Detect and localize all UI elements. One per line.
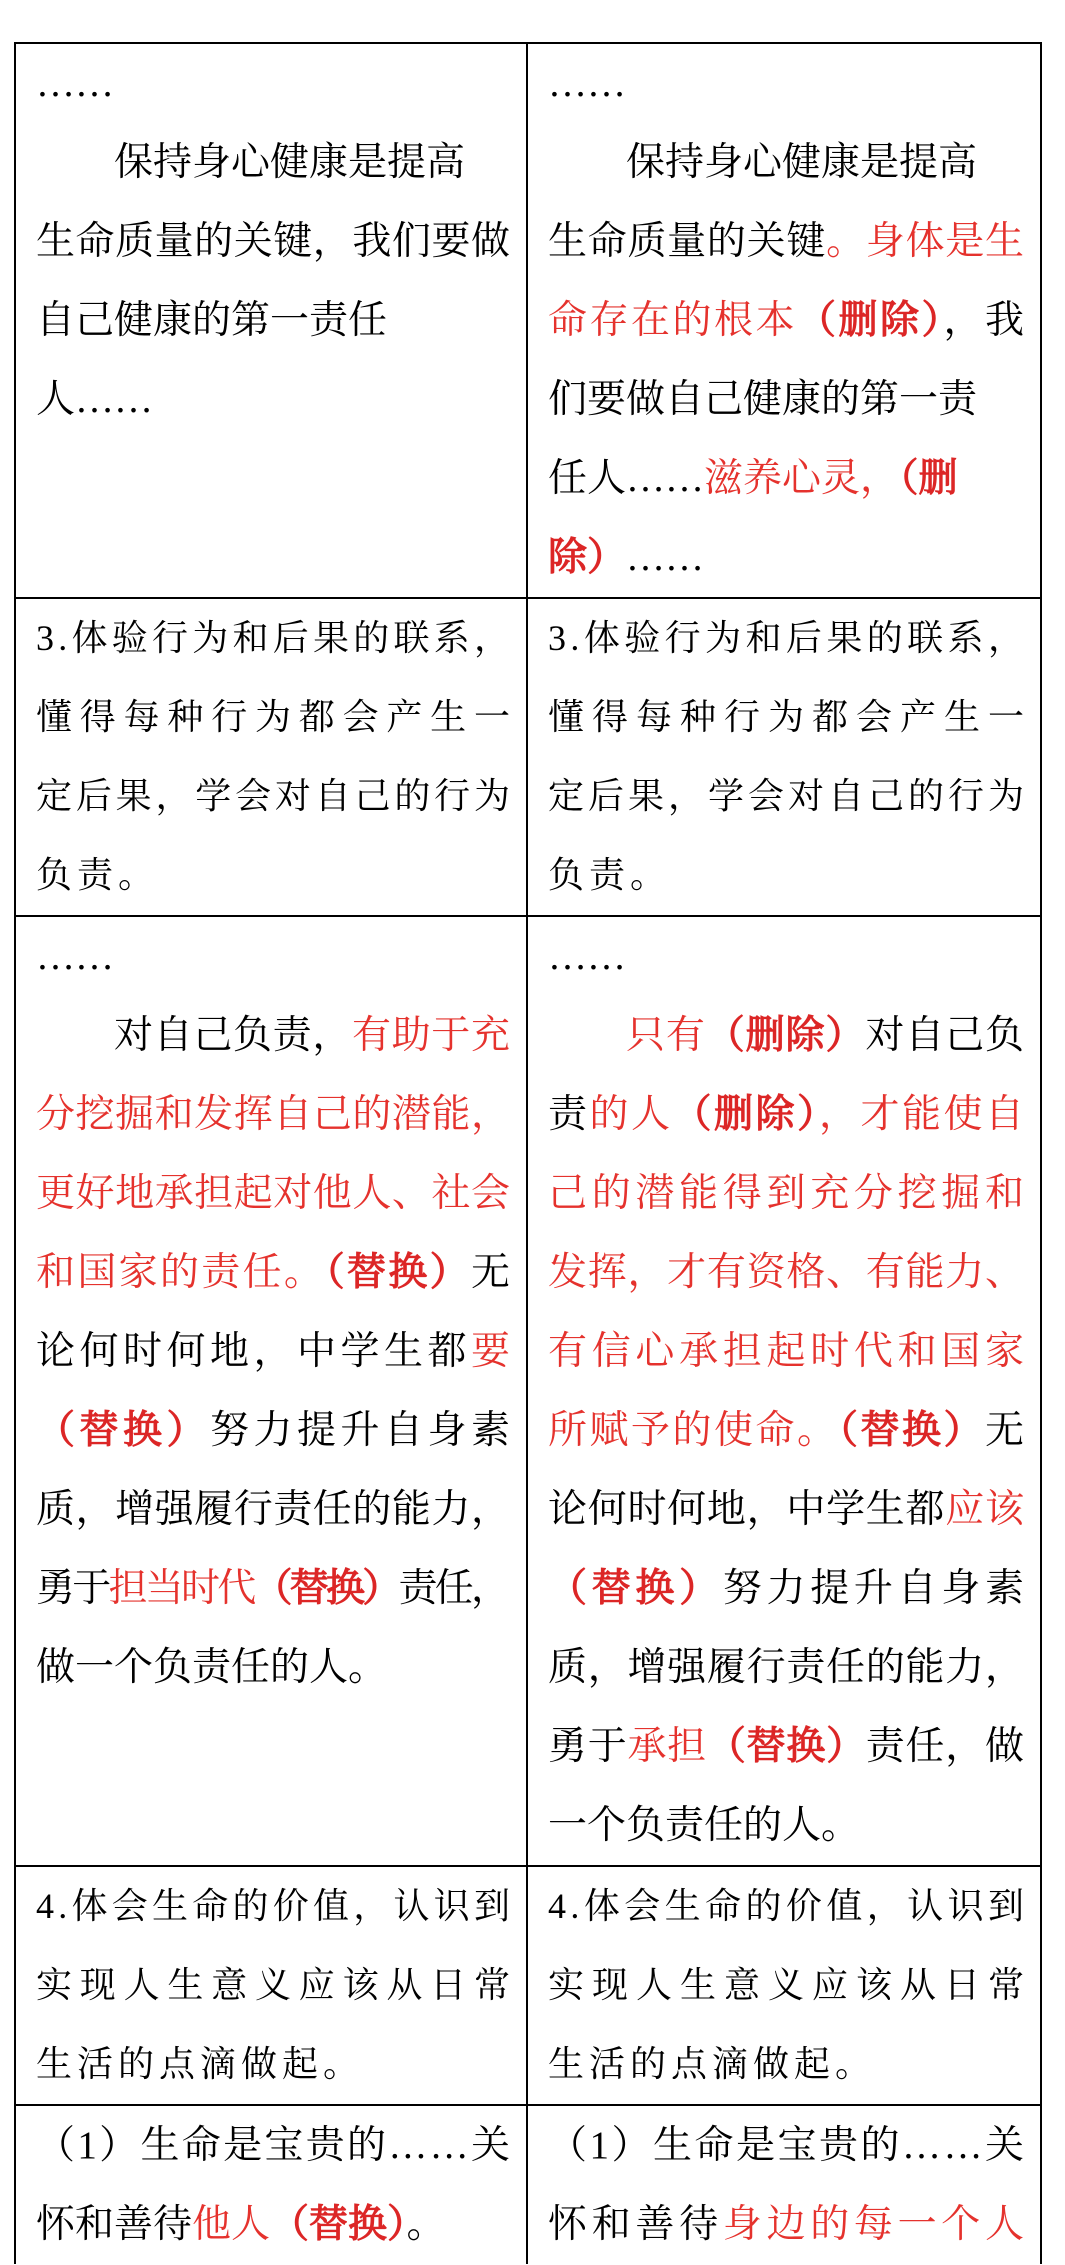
text-line — [548, 1707, 1024, 1786]
highlighted-text: 。身体是生 — [826, 220, 1025, 263]
text-line — [36, 836, 510, 915]
line-text — [548, 1312, 1029, 1391]
line-text — [548, 1946, 1032, 2025]
table-row — [16, 1867, 1040, 2106]
text-segment: 负责。 — [548, 855, 672, 895]
text-segment: 们要做自己健康的第一责 — [548, 378, 978, 421]
line-text — [548, 1233, 1025, 1312]
text-segment: 责 — [548, 1093, 590, 1136]
edit-note: （替换） — [36, 1409, 210, 1452]
highlighted-text: ，才能使自 — [818, 1093, 1027, 1136]
line-text — [626, 996, 1025, 1075]
text-line — [548, 360, 1024, 439]
text-line — [36, 281, 510, 360]
highlighted-text: 所赋予的使命。 — [548, 1409, 839, 1452]
edit-note: （替换） — [838, 1409, 985, 1452]
edit-note: （替换） — [253, 1567, 399, 1610]
text-segment: 一个负责任的人。 — [548, 1804, 861, 1847]
text-line — [548, 996, 1024, 1075]
line-text — [36, 1946, 518, 2025]
line-text — [548, 202, 1025, 281]
line-text — [36, 1075, 511, 1154]
line-text — [548, 360, 977, 439]
text-segment: …… — [36, 935, 114, 978]
text-line — [548, 1075, 1027, 1154]
line-text — [548, 836, 671, 915]
line-text — [36, 1154, 511, 1233]
text-line — [548, 1867, 1029, 1946]
text-segment: 生活的点滴做起。 — [548, 2044, 877, 2084]
edit-note: 除） — [548, 536, 627, 579]
text-segment: 定后果，学会对自己的行为 — [548, 776, 1028, 816]
text-segment: 保持身心健康是提高 — [626, 141, 978, 184]
text-line — [548, 1786, 1024, 1865]
text-segment: 努力提升自身素 — [722, 1567, 1029, 1610]
line-text — [548, 281, 1026, 360]
line-text — [548, 917, 626, 996]
text-line — [548, 1391, 1027, 1470]
table-cell-left — [16, 599, 528, 915]
text-line — [36, 599, 515, 678]
highlighted-text: 和国家的责任。 — [36, 1251, 326, 1294]
text-segment: 做一个负责任的人。 — [36, 1646, 388, 1689]
highlighted-text: 有信心承担起时代和国家 — [548, 1330, 1029, 1373]
text-segment: 责任， — [398, 1567, 508, 1610]
text-line — [548, 1549, 1029, 1628]
text-segment: 3.体验行为和后果的联系， — [548, 618, 1029, 658]
line-text — [36, 1233, 512, 1312]
text-segment: 生活的点滴做起。 — [36, 2044, 365, 2084]
text-segment: 懂得每种行为都会产生一 — [36, 697, 518, 737]
highlighted-text: 命存在的根本 — [548, 299, 797, 342]
text-segment: 论何时何地，中学生都 — [548, 1488, 946, 1531]
comparison-table — [14, 42, 1042, 2264]
text-segment: 责任，做 — [865, 1725, 1025, 1768]
highlighted-text: 身边的每一个人 — [722, 2203, 1029, 2246]
text-segment: 无 — [470, 1251, 513, 1294]
line-text — [36, 281, 387, 360]
line-text — [36, 1867, 514, 1946]
text-line — [548, 836, 1024, 915]
line-text — [548, 757, 1028, 836]
text-line — [548, 1233, 1024, 1312]
text-segment: 对自己负责， — [114, 1014, 352, 1057]
line-text — [548, 2185, 1029, 2264]
text-line — [548, 518, 1024, 597]
highlighted-text: 应该 — [945, 1488, 1025, 1531]
text-segment: 论何时何地，中学生都 — [36, 1330, 471, 1373]
line-text — [36, 2025, 364, 2104]
line-text — [548, 1867, 1028, 1946]
highlighted-text: 要 — [470, 1330, 515, 1373]
text-segment: …… — [626, 536, 705, 579]
text-segment: 生命质量的关键，我们要做 — [36, 220, 511, 263]
line-text — [548, 1786, 860, 1865]
text-segment: 对自己负 — [865, 1014, 1025, 1057]
line-text — [36, 678, 518, 757]
text-line — [36, 1312, 515, 1391]
line-text — [548, 1075, 1026, 1154]
highlighted-text: 承担 — [627, 1725, 707, 1768]
table-row — [16, 917, 1040, 1867]
text-segment: 懂得每种行为都会产生一 — [548, 697, 1032, 737]
line-text — [114, 123, 465, 202]
table-row — [16, 2106, 1040, 2264]
line-text — [36, 1628, 387, 1707]
text-segment: 保持身心健康是提高 — [114, 141, 466, 184]
text-line — [36, 1867, 515, 1946]
table-cell-right — [528, 917, 1040, 1865]
line-text — [548, 439, 958, 518]
text-line — [36, 1391, 515, 1470]
text-segment: ，我 — [943, 299, 1027, 342]
text-segment: 实现人生意义应该从日常 — [548, 1965, 1032, 2005]
text-line — [36, 202, 510, 281]
text-line — [548, 123, 1024, 202]
table-cell-right — [528, 2106, 1040, 2264]
line-text — [36, 44, 114, 123]
line-text — [36, 1312, 514, 1391]
line-text — [548, 2025, 876, 2104]
text-line — [36, 757, 514, 836]
text-line — [36, 1233, 513, 1312]
line-text — [36, 599, 514, 678]
text-line — [36, 1470, 510, 1549]
text-segment: …… — [36, 62, 114, 105]
edit-note: （替换） — [270, 2203, 407, 2246]
highlighted-text: 更好地承担起对他人、社会 — [36, 1172, 511, 1215]
text-line — [36, 2185, 510, 2264]
highlighted-text: 只有 — [626, 1014, 706, 1057]
text-segment: …… — [548, 62, 626, 105]
table-cell-left — [16, 44, 528, 597]
highlighted-text: 分挖掘和发挥自己的潜能， — [36, 1093, 511, 1136]
table-cell-left — [16, 917, 528, 1865]
text-line — [36, 123, 510, 202]
text-segment: 勇于 — [36, 1567, 109, 1610]
line-text — [548, 1707, 1025, 1786]
edit-note: （删除） — [672, 1093, 819, 1136]
highlighted-text: 担当时代 — [108, 1567, 254, 1610]
text-segment: …… — [548, 935, 626, 978]
text-line — [548, 757, 1028, 836]
text-segment: 任人…… — [548, 457, 705, 500]
table-row — [16, 599, 1040, 917]
text-segment: 怀和善待 — [548, 2203, 723, 2246]
text-line — [548, 1312, 1029, 1391]
table-cell-left — [16, 2106, 528, 2264]
text-line — [548, 281, 1027, 360]
text-segment: 自己健康的第一责任 — [36, 299, 388, 342]
line-text — [548, 1391, 1026, 1470]
line-text — [114, 996, 511, 1075]
line-text — [36, 757, 514, 836]
line-text — [548, 2106, 1026, 2185]
text-line — [548, 1946, 1032, 2025]
highlighted-text: 的人 — [589, 1093, 673, 1136]
text-line — [548, 44, 1024, 123]
edit-note: （删除） — [705, 1014, 866, 1057]
text-line — [548, 2106, 1027, 2185]
text-line — [36, 996, 510, 1075]
text-segment: 实现人生意义应该从日常 — [36, 1965, 518, 2005]
text-line — [548, 917, 1024, 996]
text-segment: 质，增强履行责任的能力， — [36, 1488, 511, 1531]
text-segment: 勇于 — [548, 1725, 628, 1768]
text-line — [548, 202, 1024, 281]
line-text — [548, 44, 626, 123]
highlighted-text: 他人 — [192, 2203, 271, 2246]
text-segment: 4.体会生命的价值，认识到 — [36, 1886, 515, 1926]
text-line — [548, 2185, 1029, 2264]
line-text — [36, 2106, 512, 2185]
line-text — [548, 1470, 1025, 1549]
highlighted-text: 己的潜能得到充分挖掘和 — [548, 1172, 1029, 1215]
text-line — [36, 1154, 510, 1233]
text-segment: （1）生命是宝贵的……关 — [548, 2124, 1027, 2167]
text-segment: 人…… — [36, 378, 154, 421]
line-text — [36, 2185, 446, 2264]
line-text — [36, 1391, 514, 1470]
text-segment: 4.体会生命的价值，认识到 — [548, 1886, 1029, 1926]
edit-note: （替换） — [706, 1725, 866, 1768]
text-line — [36, 1946, 518, 2025]
text-line — [548, 678, 1032, 757]
highlighted-text: 发挥，才有资格、有能力、 — [548, 1251, 1025, 1294]
edit-note: （删 — [899, 457, 958, 500]
line-text — [548, 1154, 1029, 1233]
line-text — [36, 917, 114, 996]
text-segment: 定后果，学会对自己的行为 — [36, 776, 514, 816]
line-text — [36, 1470, 511, 1549]
text-segment: 怀和善待 — [36, 2203, 193, 2246]
line-text — [36, 360, 153, 439]
text-segment: 负责。 — [36, 855, 160, 895]
text-line — [548, 1470, 1024, 1549]
highlighted-text: 有助于充 — [351, 1014, 511, 1057]
text-line — [548, 2025, 1024, 2104]
edit-note: （替换） — [548, 1567, 723, 1610]
text-segment: （1）生命是宝贵的……关 — [36, 2124, 513, 2167]
line-text — [548, 1628, 1025, 1707]
table-cell-right — [528, 44, 1040, 597]
text-line — [36, 360, 510, 439]
table-row — [16, 44, 1040, 599]
table-cell-right — [528, 1867, 1040, 2104]
text-segment: 生命质量的关键 — [548, 220, 827, 263]
text-segment: 质，增强履行责任的能力， — [548, 1646, 1025, 1689]
line-text — [36, 836, 159, 915]
text-line — [36, 1549, 510, 1628]
text-line — [36, 678, 518, 757]
text-line — [36, 917, 510, 996]
line-text — [36, 1549, 507, 1628]
text-line — [36, 1075, 510, 1154]
text-line — [548, 1154, 1029, 1233]
text-line — [36, 44, 510, 123]
line-text — [36, 202, 511, 281]
line-text — [548, 599, 1028, 678]
text-segment: 。 — [406, 2203, 446, 2246]
text-line — [548, 439, 1024, 518]
text-line — [548, 599, 1029, 678]
text-line — [36, 1628, 510, 1707]
table-cell-left — [16, 1867, 528, 2104]
line-text — [548, 518, 704, 597]
text-segment: 努力提升自身素 — [210, 1409, 515, 1452]
text-segment: 无 — [984, 1409, 1027, 1452]
line-text — [548, 1549, 1029, 1628]
text-line — [36, 2106, 513, 2185]
line-text — [626, 123, 977, 202]
text-line — [36, 2025, 510, 2104]
edit-note: （替换） — [325, 1251, 471, 1294]
table-cell-right — [528, 599, 1040, 915]
text-segment: 3.体验行为和后果的联系， — [36, 618, 515, 658]
text-line — [548, 1628, 1024, 1707]
edit-note: （删除） — [796, 299, 944, 342]
line-text — [548, 678, 1032, 757]
highlighted-text: 滋养心灵， — [704, 457, 900, 500]
